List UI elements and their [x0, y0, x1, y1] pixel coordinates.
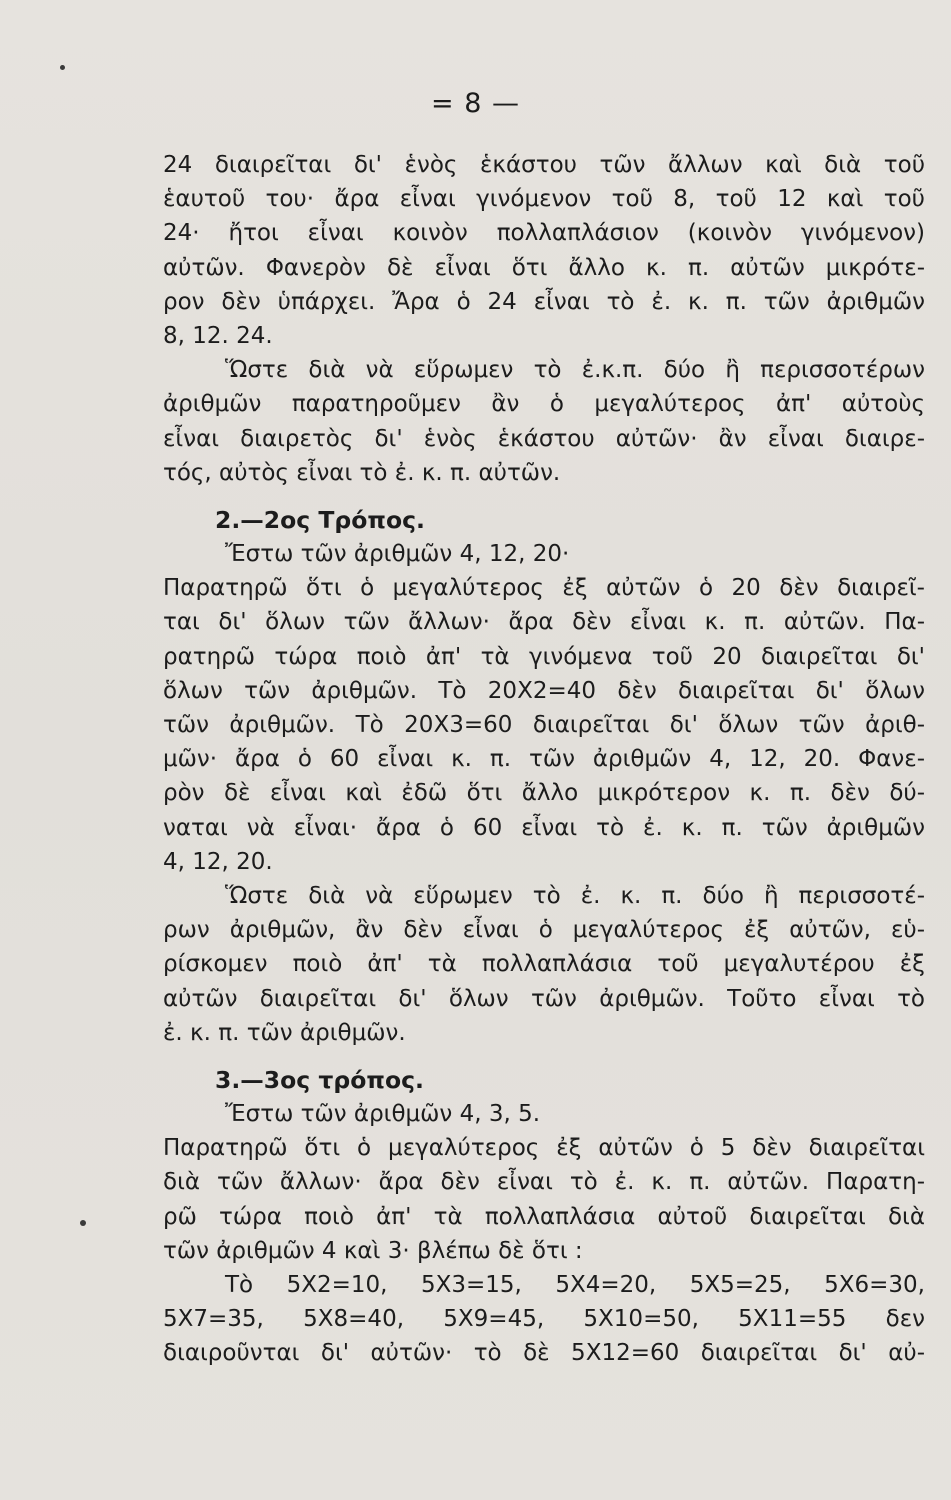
text-line: διὰ τῶν ἄλλων· ἄρα δὲν εἶναι τὸ ἐ. κ. π. αὐτῶν. Παρατη-: [163, 1169, 925, 1196]
ink-speck: [60, 65, 65, 70]
section-heading-3: 3.—3ος τρόπος.: [215, 1065, 424, 1094]
text-line: Τὸ 5Χ2=10, 5Χ3=15, 5Χ4=20, 5Χ5=25, 5Χ6=30,: [225, 1272, 925, 1298]
paragraph-rule-1: [163, 353, 925, 490]
text-line: τῶν ἀριθμῶν. Τὸ 20Χ3=60 διαιρεῖται δι' ὅλων τῶν ἀριθ-: [163, 712, 925, 738]
text-line: ὅλων τῶν ἀριθμῶν. Τὸ 20Χ2=40 δὲν διαιρεῖται δι' ὅλων: [163, 677, 925, 704]
text-line: ρον δὲν ὑπάρχει. Ἄρα ὁ 24 εἶναι τὸ ἐ. κ. π. τῶν ἀριθμῶν: [163, 288, 925, 315]
paragraph-method-2: [163, 537, 925, 879]
section-heading-2: 2.—2ος Τρόπος.: [215, 505, 425, 534]
text-line: εἶναι διαιρετὸς δι' ἑνὸς ἑκάστου αὐτῶν· ἂν εἶναι διαιρε-: [163, 425, 925, 452]
text-line: 4, 12, 20.: [163, 848, 273, 875]
text-line: μῶν· ἄρα ὁ 60 εἶναι κ. π. τῶν ἀριθμῶν 4, 12, 20. Φανε-: [163, 746, 925, 773]
text-line: 24 διαιρεῖται δι' ἑνὸς ἑκάστου τῶν ἄλλων καὶ διὰ τοῦ: [163, 152, 925, 178]
text-line: ται δι' ὅλων τῶν ἄλλων· ἄρα δὲν εἶναι κ. π. αὐτῶν. Πα-: [163, 609, 925, 636]
page-number: = 8 —: [431, 88, 520, 119]
ink-speck: [80, 1220, 86, 1226]
text-line: 5Χ7=35, 5Χ8=40, 5Χ9=45, 5Χ10=50, 5Χ11=55 δεν: [163, 1306, 925, 1333]
text-line: αὐτῶν διαιρεῖται δι' ὅλων τῶν ἀριθμῶν. Τοῦτο εἶναι τὸ: [163, 985, 925, 1012]
text-line: τός, αὐτὸς εἶναι τὸ ἐ. κ. π. αὐτῶν.: [163, 459, 561, 486]
text-line: τῶν ἀριθμῶν 4 καὶ 3· βλέπω δὲ ὅτι :: [163, 1237, 583, 1264]
text-line: ρων ἀριθμῶν, ἂν δὲν εἶναι ὁ μεγαλύτερος ἐξ αὐτῶν, εὑ-: [163, 917, 925, 944]
text-line: Ὥστε διὰ νὰ εὕρωμεν τὸ ἐ. κ. π. δύο ἢ περισσοτέ-: [225, 882, 925, 909]
paragraph-rule-2: [163, 879, 925, 1050]
text-line: ρὸν δὲ εἶναι καὶ ἐδῶ ὅτι ἄλλο μικρότερον κ. π. δὲν δύ-: [163, 780, 925, 807]
text-line: ρῶ τώρα ποιὸ ἀπ' τὰ πολλαπλάσια αὐτοῦ διαιρεῖται διὰ: [163, 1203, 925, 1230]
text-line: ρίσκομεν ποιὸ ἀπ' τὰ πολλαπλάσια τοῦ μεγαλυτέρου ἐξ: [163, 951, 925, 978]
text-line: 8, 12. 24.: [163, 322, 273, 349]
text-line: αὐτῶν. Φανερὸν δὲ εἶναι ὅτι ἄλλο κ. π. αὐτῶν μικρότε-: [163, 254, 925, 281]
text-line: Παρατηρῶ ὅτι ὁ μεγαλύτερος ἐξ αὐτῶν ὁ 5 δὲν διαιρεῖται: [163, 1135, 925, 1162]
text-line: ἑαυτοῦ του· ἄρα εἶναι γινόμενον τοῦ 8, τοῦ 12 καὶ τοῦ: [163, 186, 925, 213]
text-line: ναται νὰ εἶναι· ἄρα ὁ 60 εἶναι τὸ ἐ. κ. π. τῶν ἀριθμῶν: [163, 814, 925, 841]
text-line: διαιροῦνται δι' αὐτῶν· τὸ δὲ 5Χ12=60 διαιρεῖται δι' αὐ-: [163, 1340, 925, 1367]
text-line: Παρατηρῶ ὅτι ὁ μεγαλύτερος ἐξ αὐτῶν ὁ 20 δὲν διαιρεῖ-: [163, 575, 925, 602]
paragraph-method-3: [163, 1097, 925, 1371]
text-line: 24· ἤτοι εἶναι κοινὸν πολλαπλάσιον (κοινὸν γινόμενον): [163, 220, 925, 247]
text-line: ἐ. κ. π. τῶν ἀριθμῶν.: [163, 1019, 406, 1046]
body-text: [163, 148, 925, 1371]
text-line: Ὥστε διὰ νὰ εὕρωμεν τὸ ἐ.κ.π. δύο ἢ περισσοτέρων: [225, 357, 925, 384]
text-line: ρατηρῶ τώρα ποιὸ ἀπ' τὰ γινόμενα τοῦ 20 διαιρεῖται δι': [163, 643, 925, 670]
text-line: ἀριθμῶν παρατηροῦμεν ἂν ὁ μεγαλύτερος ἀπ' αὐτοὺς: [163, 391, 925, 418]
paragraph-lcm-example-1: [163, 148, 925, 353]
text-line: Ἔστω τῶν ἀριθμῶν 4, 3, 5.: [225, 1101, 541, 1128]
text-line: Ἔστω τῶν ἀριθμῶν 4, 12, 20·: [225, 541, 570, 568]
